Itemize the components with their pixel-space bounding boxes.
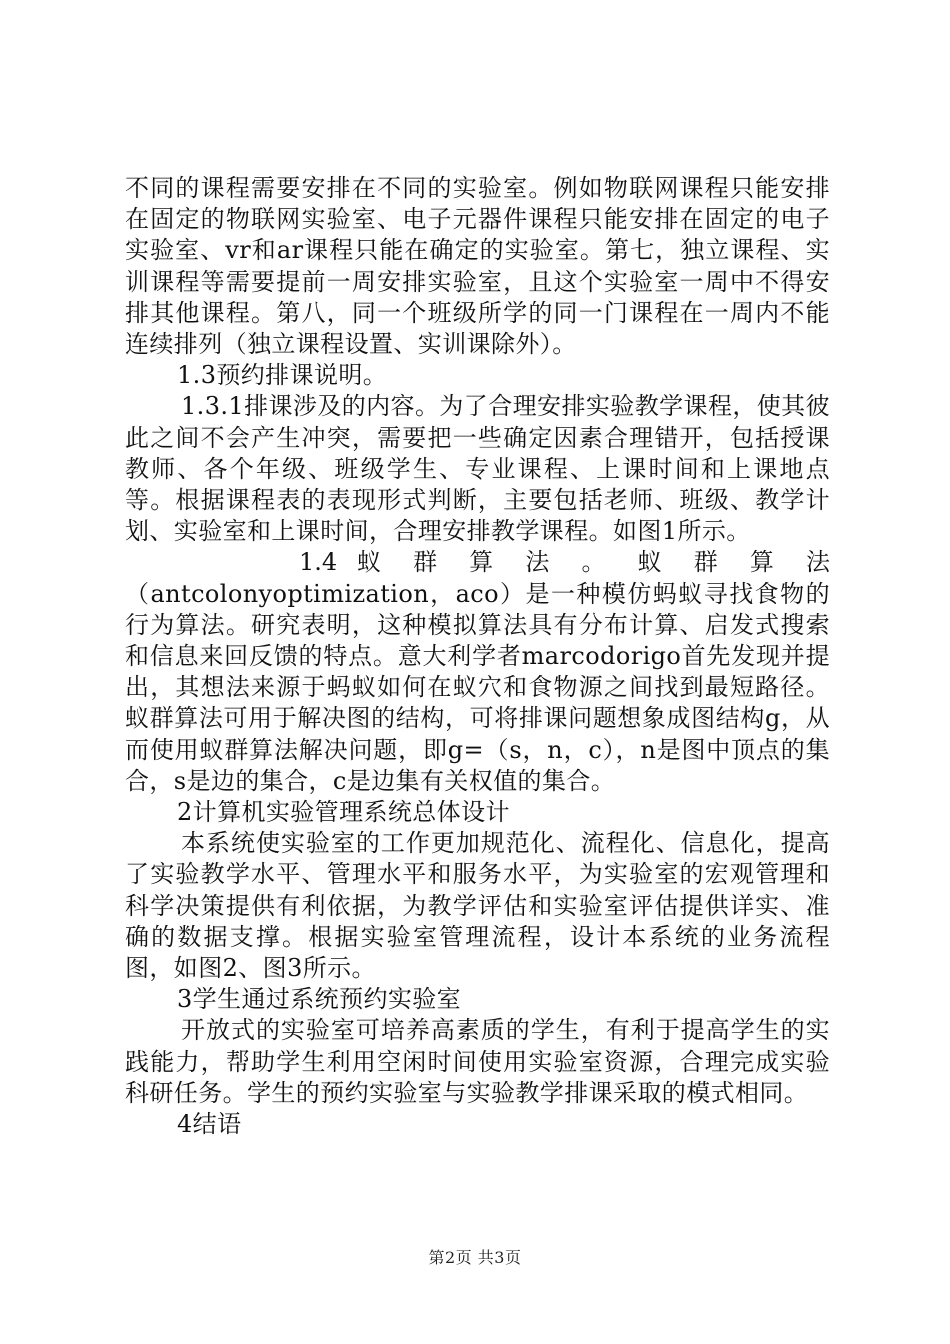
paragraph-1-3-1: 1.3.1排课涉及的内容。为了合理安排实验教学课程，使其彼此之间不会产生冲突，需要把一些确定因素合理错开，包括授课教师、各个年级、班级学生、专业课程、上课时间和上课地点等。根据课程表的表现形式判断，主要包括老师、班级、教学计划、实验室和上课时间，合理安排教学课程。如图1所示。 [125,392,830,546]
paragraph-system-design: 本系统使实验室的工作更加规范化、流程化、信息化，提高了实验教学水平、管理水平和服务水平，为实验室的宏观管理和科学决策提供有利依据，为教学评估和实验室评估提供详实、准确的数据支撑。根据实验室管理流程，设计本系统的业务流程图，如图2、图3所示。 [125,829,830,983]
paragraph-lab-constraints: 不同的课程需要安排在不同的实验室。例如物联网课程只能安排在固定的物联网实验室、电子元器件课程只能安排在固定的电子实验室、vr和ar课程只能在确定的实验室。第七，独立课程、实训课程等需要提前一周安排实验室，且这个实验室一周中不得安排其他课程。第八，同一个班级所学的同一门课程在一周内不能连续排列（独立课程设置、实训课除外）。 [125,174,830,359]
heading-section-4: 4结语 [177,1110,242,1139]
heading-section-2: 2计算机实验管理系统总体设计 [177,798,510,827]
heading-1-3: 1.3预约排课说明。 [177,361,388,390]
heading-section-3: 3学生通过系统预约实验室 [177,985,462,1014]
paragraph-student-booking: 开放式的实验室可培养高素质的学生，有利于提高学生的实践能力，帮助学生利用空闲时间使用实验室资源，合理完成实验科研任务。学生的预约实验室与实验教学排课采取的模式相同。 [125,1016,830,1107]
heading-1-4-spread: 1.4 蚁 群 算 法 。 蚁 群 算 法 [299,548,830,577]
document-body [125,173,830,1140]
page-footer: 第2页 共3页 [428,1248,522,1267]
paragraph-ant-colony: （antcolonyoptimization，aco）是一种模仿蚂蚁寻找食物的行为算法。研究表明，这种模拟算法具有分布计算、启发式搜索和信息来回反馈的特点。意大利学者marcodorigo首先发现并提出，其想法来源于蚂蚁如何在蚁穴和食物源之间找到最短路径。蚁群算法可用于解决图的结构，可将排课问题想象成图结构g，从而使用蚁群算法解决问题，即g=（s，n，c），n是图中顶点的集合，s是边的集合，c是边集有关权值的集合。 [125,579,830,795]
